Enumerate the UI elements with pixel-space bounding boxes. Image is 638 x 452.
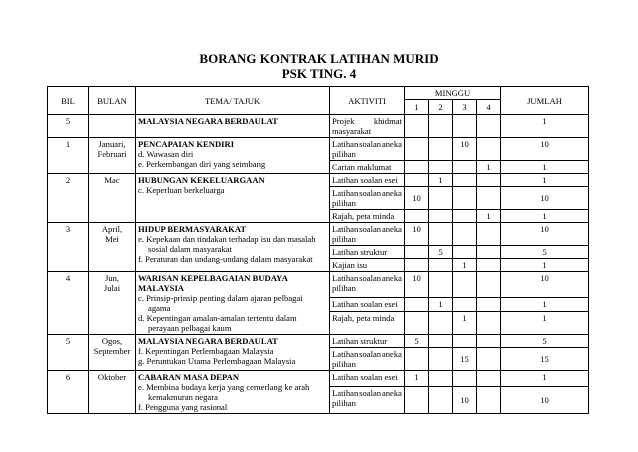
- cell-week: 10: [453, 138, 477, 161]
- cell-activity: Kajian isu: [330, 259, 405, 272]
- cell-bulan: Oktober: [89, 371, 136, 414]
- cell-activity: Latihan soalan esei: [330, 297, 405, 311]
- subtopic: c. Keperluan berkeluarga: [138, 185, 225, 195]
- cell-week: 10: [453, 386, 477, 413]
- cell-activity: Latihan struktur: [330, 246, 405, 259]
- month-text: Jun,: [104, 273, 120, 283]
- activity-word: pilihan: [332, 397, 356, 408]
- cell-jumlah: 10: [501, 223, 589, 246]
- cell-activity: [330, 138, 405, 161]
- header-week-1: 1: [405, 100, 429, 115]
- cell-bil: 5: [48, 335, 89, 371]
- document-subtitle: PSK TING. 4: [281, 66, 357, 81]
- cell-topic: [136, 223, 330, 272]
- month-text: September: [93, 346, 131, 356]
- subtopic: c. Prinsip-prinsip penting dalam ajaran pelbagai: [138, 293, 303, 303]
- topic-title: CABARAN MASA DEPAN: [138, 372, 240, 382]
- header-minggu: MINGGU: [405, 87, 501, 100]
- subtopic: e. Perkembangan diri yang seimbang: [138, 159, 266, 169]
- header-week-4: 4: [477, 100, 501, 115]
- cell-jumlah: 1: [501, 259, 589, 272]
- cell-jumlah: 10: [501, 272, 589, 298]
- table-row: [48, 272, 589, 298]
- cell-jumlah: 1: [501, 312, 589, 335]
- topic-title: WARISAN KEPELBAGAIAN BUDAYA: [138, 273, 288, 283]
- cell-bulan: [89, 223, 136, 272]
- cell-topic: [136, 174, 330, 223]
- cell-week: 1: [477, 161, 501, 174]
- cell-week: 10: [405, 272, 429, 298]
- cell-jumlah: 10: [501, 138, 589, 161]
- subtopic: f. Kepentingan Perlembagaan Malaysia: [138, 346, 274, 356]
- cell-activity: [330, 348, 405, 371]
- topic-title: PENCAPAIAN KENDIRI: [138, 139, 235, 149]
- activity-word: Latihan: [332, 224, 359, 234]
- subtopic: kemakmuran negara: [148, 392, 218, 402]
- activity-word: aneka: [381, 139, 402, 149]
- activity-word: pilihan: [332, 149, 356, 159]
- subtopic: agama: [148, 303, 171, 313]
- cell-jumlah: 1: [501, 210, 589, 223]
- cell-bulan: [89, 138, 136, 174]
- cell-activity: [330, 187, 405, 210]
- cell-activity: Carian maklumat: [330, 161, 405, 174]
- month-text: Januari,: [98, 139, 126, 149]
- cell-activity: [330, 223, 405, 246]
- cell-jumlah: 1: [501, 161, 589, 174]
- activity-word: aneka: [381, 188, 402, 198]
- document-title: BORANG KONTRAK LATIHAN MURID: [199, 51, 439, 66]
- table-row: [48, 115, 589, 138]
- cell-activity: Latihan struktur: [330, 335, 405, 348]
- subtopic: f. Peraturan dan undang-undang dalam masyarakat: [138, 254, 313, 264]
- cell-bulan: Mac: [89, 174, 136, 223]
- month-text: Februari: [97, 149, 127, 159]
- header-aktiviti: AKTIVITI: [330, 87, 405, 115]
- activity-word: pilihan: [332, 234, 356, 244]
- cell-jumlah: 15: [501, 348, 589, 371]
- cell-bil: 3: [48, 223, 89, 272]
- activity-word: aneka: [381, 349, 402, 359]
- month-text: Mei: [105, 234, 119, 244]
- activity-word: aneka: [381, 273, 402, 283]
- topic-title: HIDUP BERMASYARAKAT: [138, 224, 247, 234]
- activity-word: masyarakat: [332, 126, 372, 136]
- subtopic: d. Wawasan diri: [138, 149, 194, 159]
- cell-week: 5: [429, 246, 453, 259]
- activity-word: Latihan: [332, 349, 359, 359]
- cell-week: 1: [453, 259, 477, 272]
- cell-activity: [330, 386, 405, 413]
- cell-bil: 4: [48, 272, 89, 335]
- subtopic: d. Kepentingan amalan-amalan tertentu dalam: [138, 313, 297, 323]
- subtopic: f. Pengguna yang rasional: [138, 402, 228, 412]
- header-row-1: [48, 87, 589, 100]
- topic-title: MALAYSIA: [138, 283, 185, 293]
- cell-week: 10: [405, 187, 429, 210]
- activity-word: pilihan: [332, 198, 356, 208]
- subtopic: e. Membina budaya kerja yang cemerlang ke arah: [138, 382, 310, 392]
- table-row: [48, 335, 589, 348]
- subtopic: sosial dalam masyarakat: [148, 244, 232, 254]
- cell-week: 1: [405, 371, 429, 387]
- cell-bil: 6: [48, 371, 89, 414]
- activity-word: soalan: [359, 349, 382, 359]
- topic-title: HUBUNGAN KEKELUARGAAN: [138, 175, 265, 185]
- cell-bulan: [89, 272, 136, 335]
- cell-topic: [136, 272, 330, 335]
- cell-jumlah: 1: [501, 115, 589, 138]
- activity-word: Latihan: [332, 188, 359, 198]
- cell-activity: Rajah, peta minda: [330, 210, 405, 223]
- cell-bil: 5: [48, 115, 89, 138]
- cell-jumlah: 1: [501, 371, 589, 387]
- activity-word: Latihan: [332, 387, 359, 398]
- activity-word: soalan: [359, 273, 382, 283]
- activity-word: Projek: [332, 116, 355, 126]
- cell-week: 1: [429, 297, 453, 311]
- cell-bulan: [89, 115, 136, 138]
- header-week-2: 2: [429, 100, 453, 115]
- table-row: [48, 174, 589, 187]
- month-text: Ogos,: [101, 336, 123, 346]
- cell-jumlah: 5: [501, 335, 589, 348]
- activity-word: aneka: [381, 224, 402, 234]
- cell-week: 1: [477, 210, 501, 223]
- cell-week: 5: [405, 335, 429, 348]
- contract-table: [47, 86, 589, 414]
- header-bil: BIL: [48, 87, 89, 115]
- cell-week: 1: [453, 312, 477, 335]
- cell-jumlah: 1: [501, 174, 589, 187]
- cell-jumlah: 10: [501, 187, 589, 210]
- activity-word: soalan: [359, 224, 382, 234]
- cell-activity: Latihan soalan esei: [330, 371, 405, 387]
- topic-title: MALAYSIA NEGARA BERDAULAT: [138, 336, 278, 346]
- header-bulan: BULAN: [89, 87, 136, 115]
- cell-topic: [136, 371, 330, 414]
- activity-word: soalan: [359, 139, 382, 149]
- cell-jumlah: 5: [501, 246, 589, 259]
- cell-week: 15: [453, 348, 477, 371]
- subtopic: perayaan pelbagai kaum: [148, 323, 232, 333]
- activity-word: Latihan: [332, 273, 359, 283]
- activity-word: soalan: [359, 387, 382, 398]
- cell-activity: [330, 115, 405, 138]
- table-row: [48, 371, 589, 387]
- cell-week: 1: [429, 174, 453, 187]
- table-row: [48, 223, 589, 246]
- cell-bil: 1: [48, 138, 89, 174]
- cell-week: 10: [405, 223, 429, 246]
- month-text: April,: [101, 224, 123, 234]
- activity-word: pilihan: [332, 283, 356, 293]
- cell-bulan: [89, 335, 136, 371]
- header-jumlah: JUMLAH: [501, 87, 589, 115]
- activity-word: pilihan: [332, 359, 356, 369]
- activity-word: Latihan: [332, 139, 359, 149]
- table-row: [48, 138, 589, 161]
- cell-activity: [330, 272, 405, 298]
- subtopic: g. Peruntukan Utama Perlembagaan Malaysia: [138, 356, 296, 366]
- cell-bil: 2: [48, 174, 89, 223]
- cell-topic: MALAYSIA NEGARA BERDAULAT: [136, 115, 330, 138]
- month-text: Julai: [103, 283, 121, 293]
- activity-word: aneka: [381, 387, 402, 398]
- cell-jumlah: 1: [501, 297, 589, 311]
- header-week-3: 3: [453, 100, 477, 115]
- cell-activity: Latihan soalan esei: [330, 174, 405, 187]
- cell-topic: [136, 138, 330, 174]
- activity-word: soalan: [359, 188, 382, 198]
- header-tema: TEMA/ TAJUK: [136, 87, 330, 115]
- cell-topic: [136, 335, 330, 371]
- subtopic: e. Kepekaan dan tindakan terhadap isu dan masalah: [138, 234, 316, 244]
- activity-word: khidmat: [373, 116, 402, 126]
- cell-activity: Rajah, peta minda: [330, 312, 405, 335]
- cell-jumlah: 10: [501, 386, 589, 413]
